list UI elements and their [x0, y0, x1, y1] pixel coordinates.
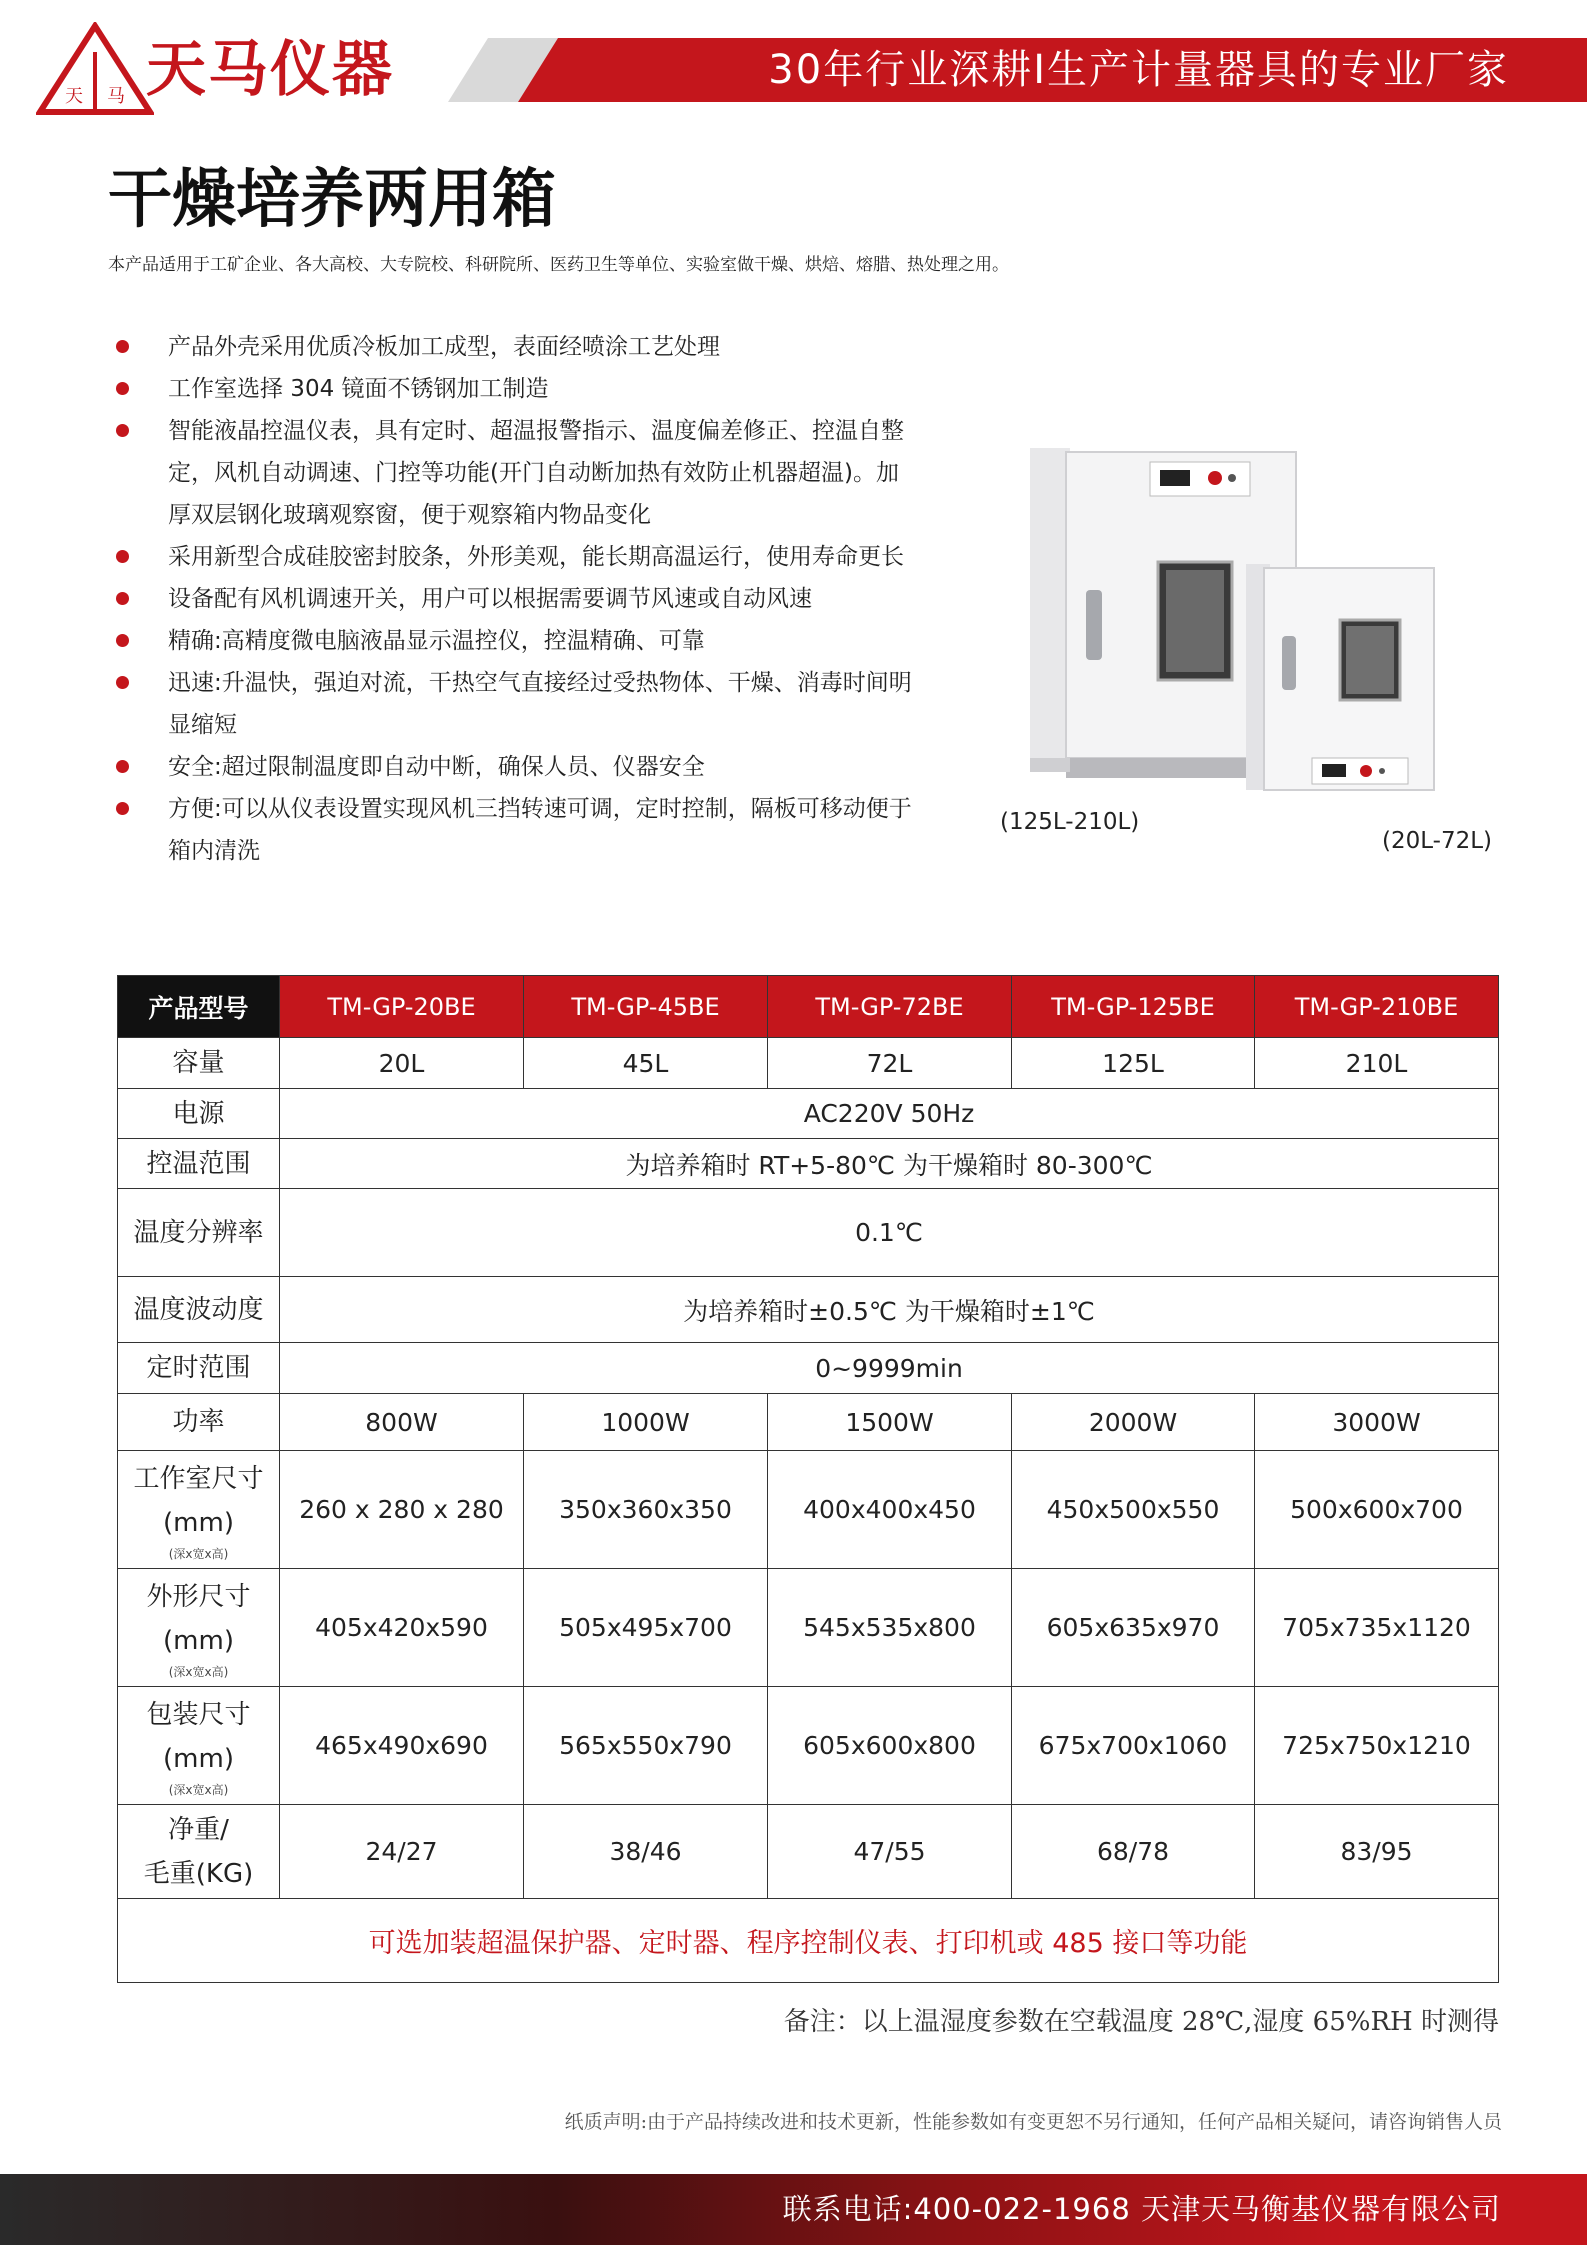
row-label-unit: (mm) [163, 1743, 234, 1774]
row-label: 温度波动度 [118, 1277, 280, 1343]
table-row [118, 1277, 1499, 1343]
table-cell: 405x420x590 [280, 1569, 524, 1687]
table-cell: 72L [768, 1038, 1012, 1089]
row-label: 电源 [118, 1089, 280, 1139]
caption-small-model: (20L-72L) [1382, 828, 1493, 854]
feature-item: 精确:高精度微电脑液晶显示温控仪，控温精确、可靠 [112, 620, 912, 662]
table-row [118, 1899, 1499, 1983]
bullet-icon [116, 802, 129, 815]
table-row [118, 1687, 1499, 1805]
row-label: 包装尺寸 [146, 1699, 251, 1730]
table-cell: 20L [280, 1038, 524, 1089]
feature-item: 智能液晶控温仪表，具有定时、超温报警指示、温度偏差修正、控温自整定，风机自动调速、门控等功能(开门自动断加热有效防止机器超温)。加厚双层钢化玻璃观察窗，便于观察箱内物品变化 [112, 410, 912, 536]
caption-large-model: (125L-210L) [1000, 809, 1140, 835]
table-cell: 450x500x550 [1012, 1451, 1255, 1569]
slogan-text: 30年行业深耕I生产计量器具的专业厂家 [768, 47, 1509, 93]
row-label-multiline [118, 1805, 280, 1899]
table-row [118, 1394, 1499, 1451]
table-cell: 500x600x700 [1255, 1451, 1499, 1569]
row-label: 工作室尺寸 [133, 1463, 264, 1494]
bullet-icon [116, 340, 129, 353]
page-title: 干燥培养两用箱 [108, 163, 556, 237]
table-cell: 为培养箱时 RT+5-80℃ 为干燥箱时 80-300℃ [280, 1139, 1499, 1189]
table-row [118, 1189, 1499, 1277]
table-cell: 0~9999min [280, 1343, 1499, 1394]
disclaimer-text: 纸质声明:由于产品持续改进和技术更新，性能参数如有变更恕不另行通知，任何产品相关疑问，请咨询销售人员 [564, 2111, 1502, 2133]
table-cell: 68/78 [1012, 1805, 1255, 1899]
row-label-multiline [118, 1451, 280, 1569]
table-row [118, 1569, 1499, 1687]
small-oven-illustration [1246, 564, 1434, 790]
bullet-icon [116, 676, 129, 689]
feature-item: 采用新型合成硅胶密封胶条，外形美观，能长期高温运行，使用寿命更长 [112, 536, 912, 578]
logo-char-right: 马 [107, 86, 125, 107]
table-cell: 725x750x1210 [1255, 1687, 1499, 1805]
row-label-unit: (mm) [163, 1625, 234, 1656]
table-cell: 3000W [1255, 1394, 1499, 1451]
feature-item: 方便:可以从仪表设置实现风机三挡转速可调，定时控制，隔板可移动便于箱内清洗 [112, 788, 912, 872]
row-label-multiline [118, 1569, 280, 1687]
feature-list [112, 326, 912, 872]
model-header-cell: TM-GP-20BE [280, 976, 524, 1038]
model-header-cell: TM-GP-125BE [1012, 976, 1255, 1038]
row-label: 温度分辨率 [118, 1189, 280, 1277]
bullet-icon [116, 760, 129, 773]
table-cell: 505x495x700 [524, 1569, 768, 1687]
row-label: 外形尺寸 [146, 1581, 251, 1612]
bullet-icon [116, 424, 129, 437]
table-cell: 605x600x800 [768, 1687, 1012, 1805]
table-row [118, 1089, 1499, 1139]
bullet-icon [116, 550, 129, 563]
table-row [118, 1038, 1499, 1089]
row-label-multiline [118, 1687, 280, 1805]
table-cell: 210L [1255, 1038, 1499, 1089]
bullet-icon [116, 634, 129, 647]
feature-item: 设备配有风机调速开关，用户可以根据需要调节风速或自动风速 [112, 578, 912, 620]
table-cell: 83/95 [1255, 1805, 1499, 1899]
row-label-note: (深x宽x高) [168, 1782, 229, 1797]
feature-item: 产品外壳采用优质冷板加工成型，表面经喷涂工艺处理 [112, 326, 912, 368]
feature-item: 安全:超过限制温度即自动中断，确保人员、仪器安全 [112, 746, 912, 788]
table-cell: 465x490x690 [280, 1687, 524, 1805]
table-cell: 24/27 [280, 1805, 524, 1899]
page-footer [0, 2174, 1587, 2245]
spec-table [117, 975, 1499, 1983]
row-label: 定时范围 [118, 1343, 280, 1394]
table-cell: 350x360x350 [524, 1451, 768, 1569]
table-cell: 1000W [524, 1394, 768, 1451]
table-cell: 45L [524, 1038, 768, 1089]
table-row [118, 976, 1499, 1038]
product-image [1010, 440, 1450, 810]
table-cell: AC220V 50Hz [280, 1089, 1499, 1139]
table-cell: 2000W [1012, 1394, 1255, 1451]
table-cell: 0.1℃ [280, 1189, 1499, 1277]
row-label-unit: (mm) [163, 1507, 234, 1538]
table-cell: 38/46 [524, 1805, 768, 1899]
table-row [118, 1451, 1499, 1569]
logo-char-left: 天 [65, 86, 83, 107]
row-label: 净重/ [168, 1814, 229, 1845]
table-cell: 545x535x800 [768, 1569, 1012, 1687]
row-label-note: (深x宽x高) [168, 1546, 229, 1561]
table-row [118, 1343, 1499, 1394]
table-cell: 260 x 280 x 280 [280, 1451, 524, 1569]
bullet-icon [116, 382, 129, 395]
table-cell: 605x635x970 [1012, 1569, 1255, 1687]
table-cell: 47/55 [768, 1805, 1012, 1899]
table-cell: 800W [280, 1394, 524, 1451]
model-header-cell: TM-GP-72BE [768, 976, 1012, 1038]
table-cell: 565x550x790 [524, 1687, 768, 1805]
row-label: 毛重(KG) [143, 1858, 254, 1889]
table-row [118, 1805, 1499, 1899]
options-note: 可选加装超温保护器、定时器、程序控制仪表、打印机或 485 接口等功能 [118, 1899, 1499, 1983]
triangle-logo-icon [36, 22, 154, 116]
page-subtitle: 本产品适用于工矿企业、各大高校、大专院校、科研院所、医药卫生等单位、实验室做干燥、烘焙、熔腊、热处理之用。 [108, 255, 1009, 275]
table-cell: 400x400x450 [768, 1451, 1012, 1569]
model-header-cell: TM-GP-45BE [524, 976, 768, 1038]
table-cell: 675x700x1060 [1012, 1687, 1255, 1805]
brand-name: 天马仪器 [146, 35, 394, 105]
table-cell: 1500W [768, 1394, 1012, 1451]
table-cell: 705x735x1120 [1255, 1569, 1499, 1687]
model-header-label: 产品型号 [118, 976, 280, 1038]
row-label: 功率 [118, 1394, 280, 1451]
table-row [118, 1139, 1499, 1189]
row-label: 容量 [118, 1038, 280, 1089]
page-header [0, 0, 1587, 120]
row-label-note: (深x宽x高) [168, 1664, 229, 1679]
table-cell: 为培养箱时±0.5℃ 为干燥箱时±1℃ [280, 1277, 1499, 1343]
footer-contact: 联系电话:400-022-1968 天津天马衡基仪器有限公司 [782, 2192, 1501, 2226]
feature-item: 工作室选择 304 镜面不锈钢加工制造 [112, 368, 912, 410]
bullet-icon [116, 592, 129, 605]
row-label: 控温范围 [118, 1139, 280, 1189]
feature-item: 迅速:升温快，强迫对流，干热空气直接经过受热物体、干燥、消毒时间明显缩短 [112, 662, 912, 746]
remark-note: 备注：以上温湿度参数在空载温度 28℃,湿度 65%RH 时测得 [783, 2007, 1499, 2037]
model-header-cell: TM-GP-210BE [1255, 976, 1499, 1038]
table-cell: 125L [1012, 1038, 1255, 1089]
